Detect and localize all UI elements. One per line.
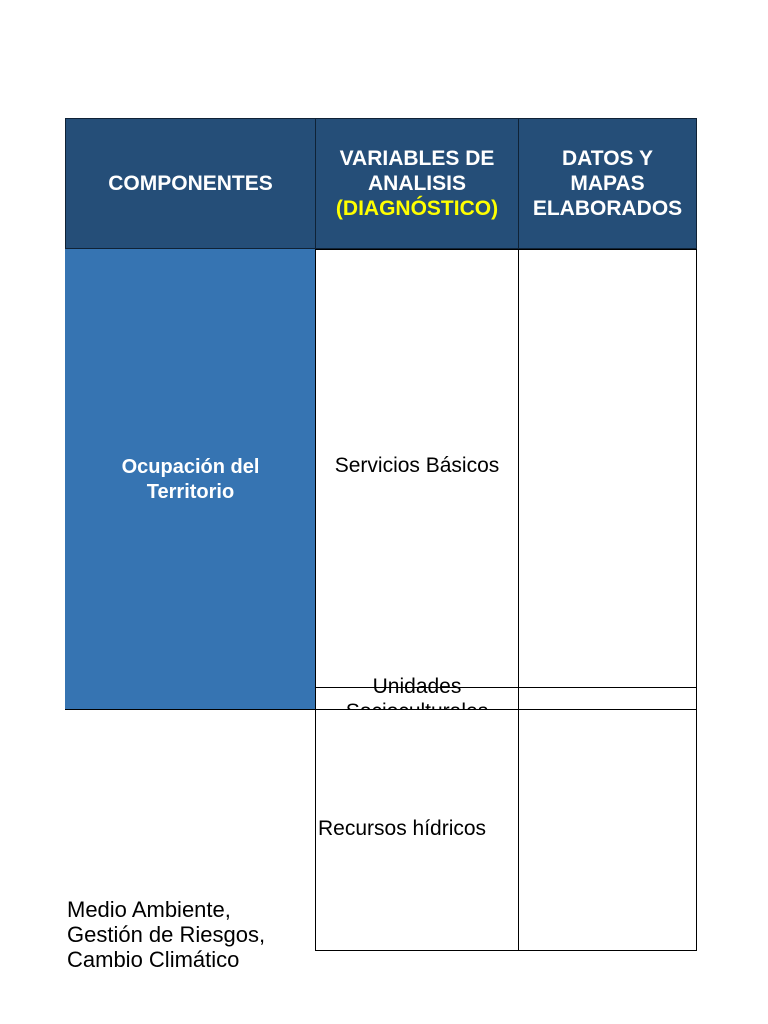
header-variables-line1: VARIABLES DE <box>339 147 495 170</box>
variable-cell-recursos <box>315 709 519 951</box>
variable-label-recursos: Recursos hídricos <box>318 816 487 840</box>
header-variables-highlight: (DIAGNÓSTICO) <box>335 197 499 220</box>
variable-label-servicios: Servicios Básicos <box>334 454 500 477</box>
component-cell-medio-ambiente <box>67 897 312 972</box>
header-componentes <box>65 118 316 249</box>
datos-cell-unidades <box>518 687 697 710</box>
component-label-ocupacion: Ocupación del Territorio <box>121 455 260 503</box>
header-datos-line2: MAPAS <box>570 172 645 195</box>
variable-label-unidades: Unidades <box>372 675 462 698</box>
header-variables-line2: ANALISIS <box>367 172 466 195</box>
component-label-medio-ambiente: Medio Ambiente, Gestión de Riesgos, Cambio Climático <box>67 897 266 972</box>
component-cell-ocupacion <box>65 249 316 710</box>
header-componentes-label: COMPONENTES <box>108 172 273 195</box>
variable-cell-servicios <box>315 249 519 688</box>
datos-cell-servicios <box>518 249 697 688</box>
header-datos-line1: DATOS Y <box>561 147 654 170</box>
header-datos <box>518 118 697 249</box>
header-variables <box>315 118 519 249</box>
header-datos-line3: ELABORADOS <box>532 197 683 220</box>
datos-cell-recursos <box>518 709 697 951</box>
variable-cell-unidades <box>315 675 519 710</box>
row-divider <box>65 709 316 710</box>
